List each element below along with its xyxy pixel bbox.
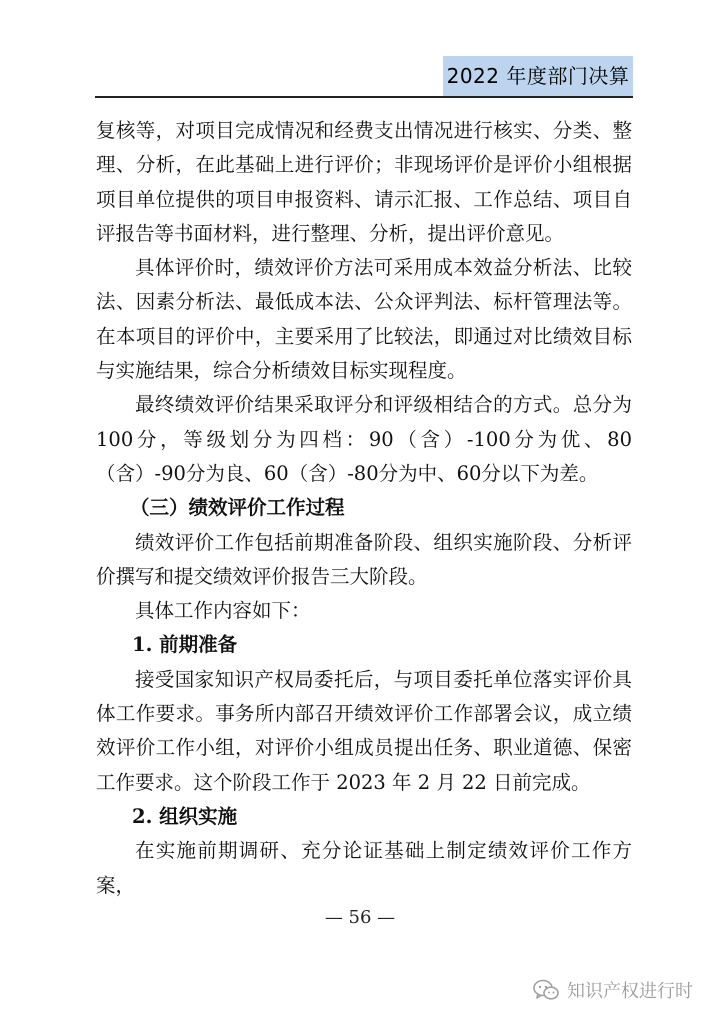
- document-body: [96, 114, 632, 903]
- paragraph-preparation: 接受国家知识产权局委托后，与项目委托单位落实评价具体工作要求。事务所内部召开绩效评价工作部署会议，成立绩效评价工作小组，对评价小组成员提出任务、职业道德、保密工作要求。这个阶段工作于 2023 年 2 月 22 日前完成。: [96, 667, 632, 794]
- paragraph-content-intro: 具体工作内容如下：: [135, 599, 311, 623]
- wechat-icon: [533, 979, 559, 1001]
- paragraph-stages: 绩效评价工作包括前期准备阶段、组织实施阶段、分析评价撰写和提交绩效评价报告三大阶段。: [96, 530, 632, 588]
- report-title-badge: 2022 年度部门决算: [443, 56, 633, 96]
- subheading-preparation: 1. 前期准备: [132, 633, 238, 657]
- wechat-watermark: [533, 972, 693, 1008]
- watermark-text: 知识产权进行时: [567, 981, 693, 1002]
- subheading-implementation: 2. 组织实施: [132, 804, 238, 828]
- paragraph-scoring: 最终绩效评价结果采取评分和评级相结合的方式。总分为100分，等级划分为四档：90（含）-100分为优、80（含）-90分为良、60（含）-80分为中、60分以下为差。: [96, 393, 632, 485]
- paragraph-implementation: 在实施前期调研、充分论证基础上制定绩效评价工作方案，: [96, 839, 632, 897]
- paragraph-evaluation-methods: 具体评价时，绩效评价方法可采用成本效益分析法、比较法、因素分析法、最低成本法、公众评判法、标杆管理法等。在本项目的评价中，主要采用了比较法，即通过对比绩效目标与实施结果，综合分析绩效目标实现程度。: [96, 256, 632, 383]
- header-divider: [95, 96, 633, 98]
- page-number: — 56 —: [324, 907, 396, 928]
- paragraph-review-continued: 复核等，对项目完成情况和经费支出情况进行核实、分类、整理、分析，在此基础上进行评价；非现场评价是评价小组根据项目单位提供的项目申报资料、请示汇报、工作总结、项目自评报告等书面材料，进行整理、分析，提出评价意见。: [96, 119, 632, 245]
- section-heading-process: （三）绩效评价工作过程: [130, 496, 345, 520]
